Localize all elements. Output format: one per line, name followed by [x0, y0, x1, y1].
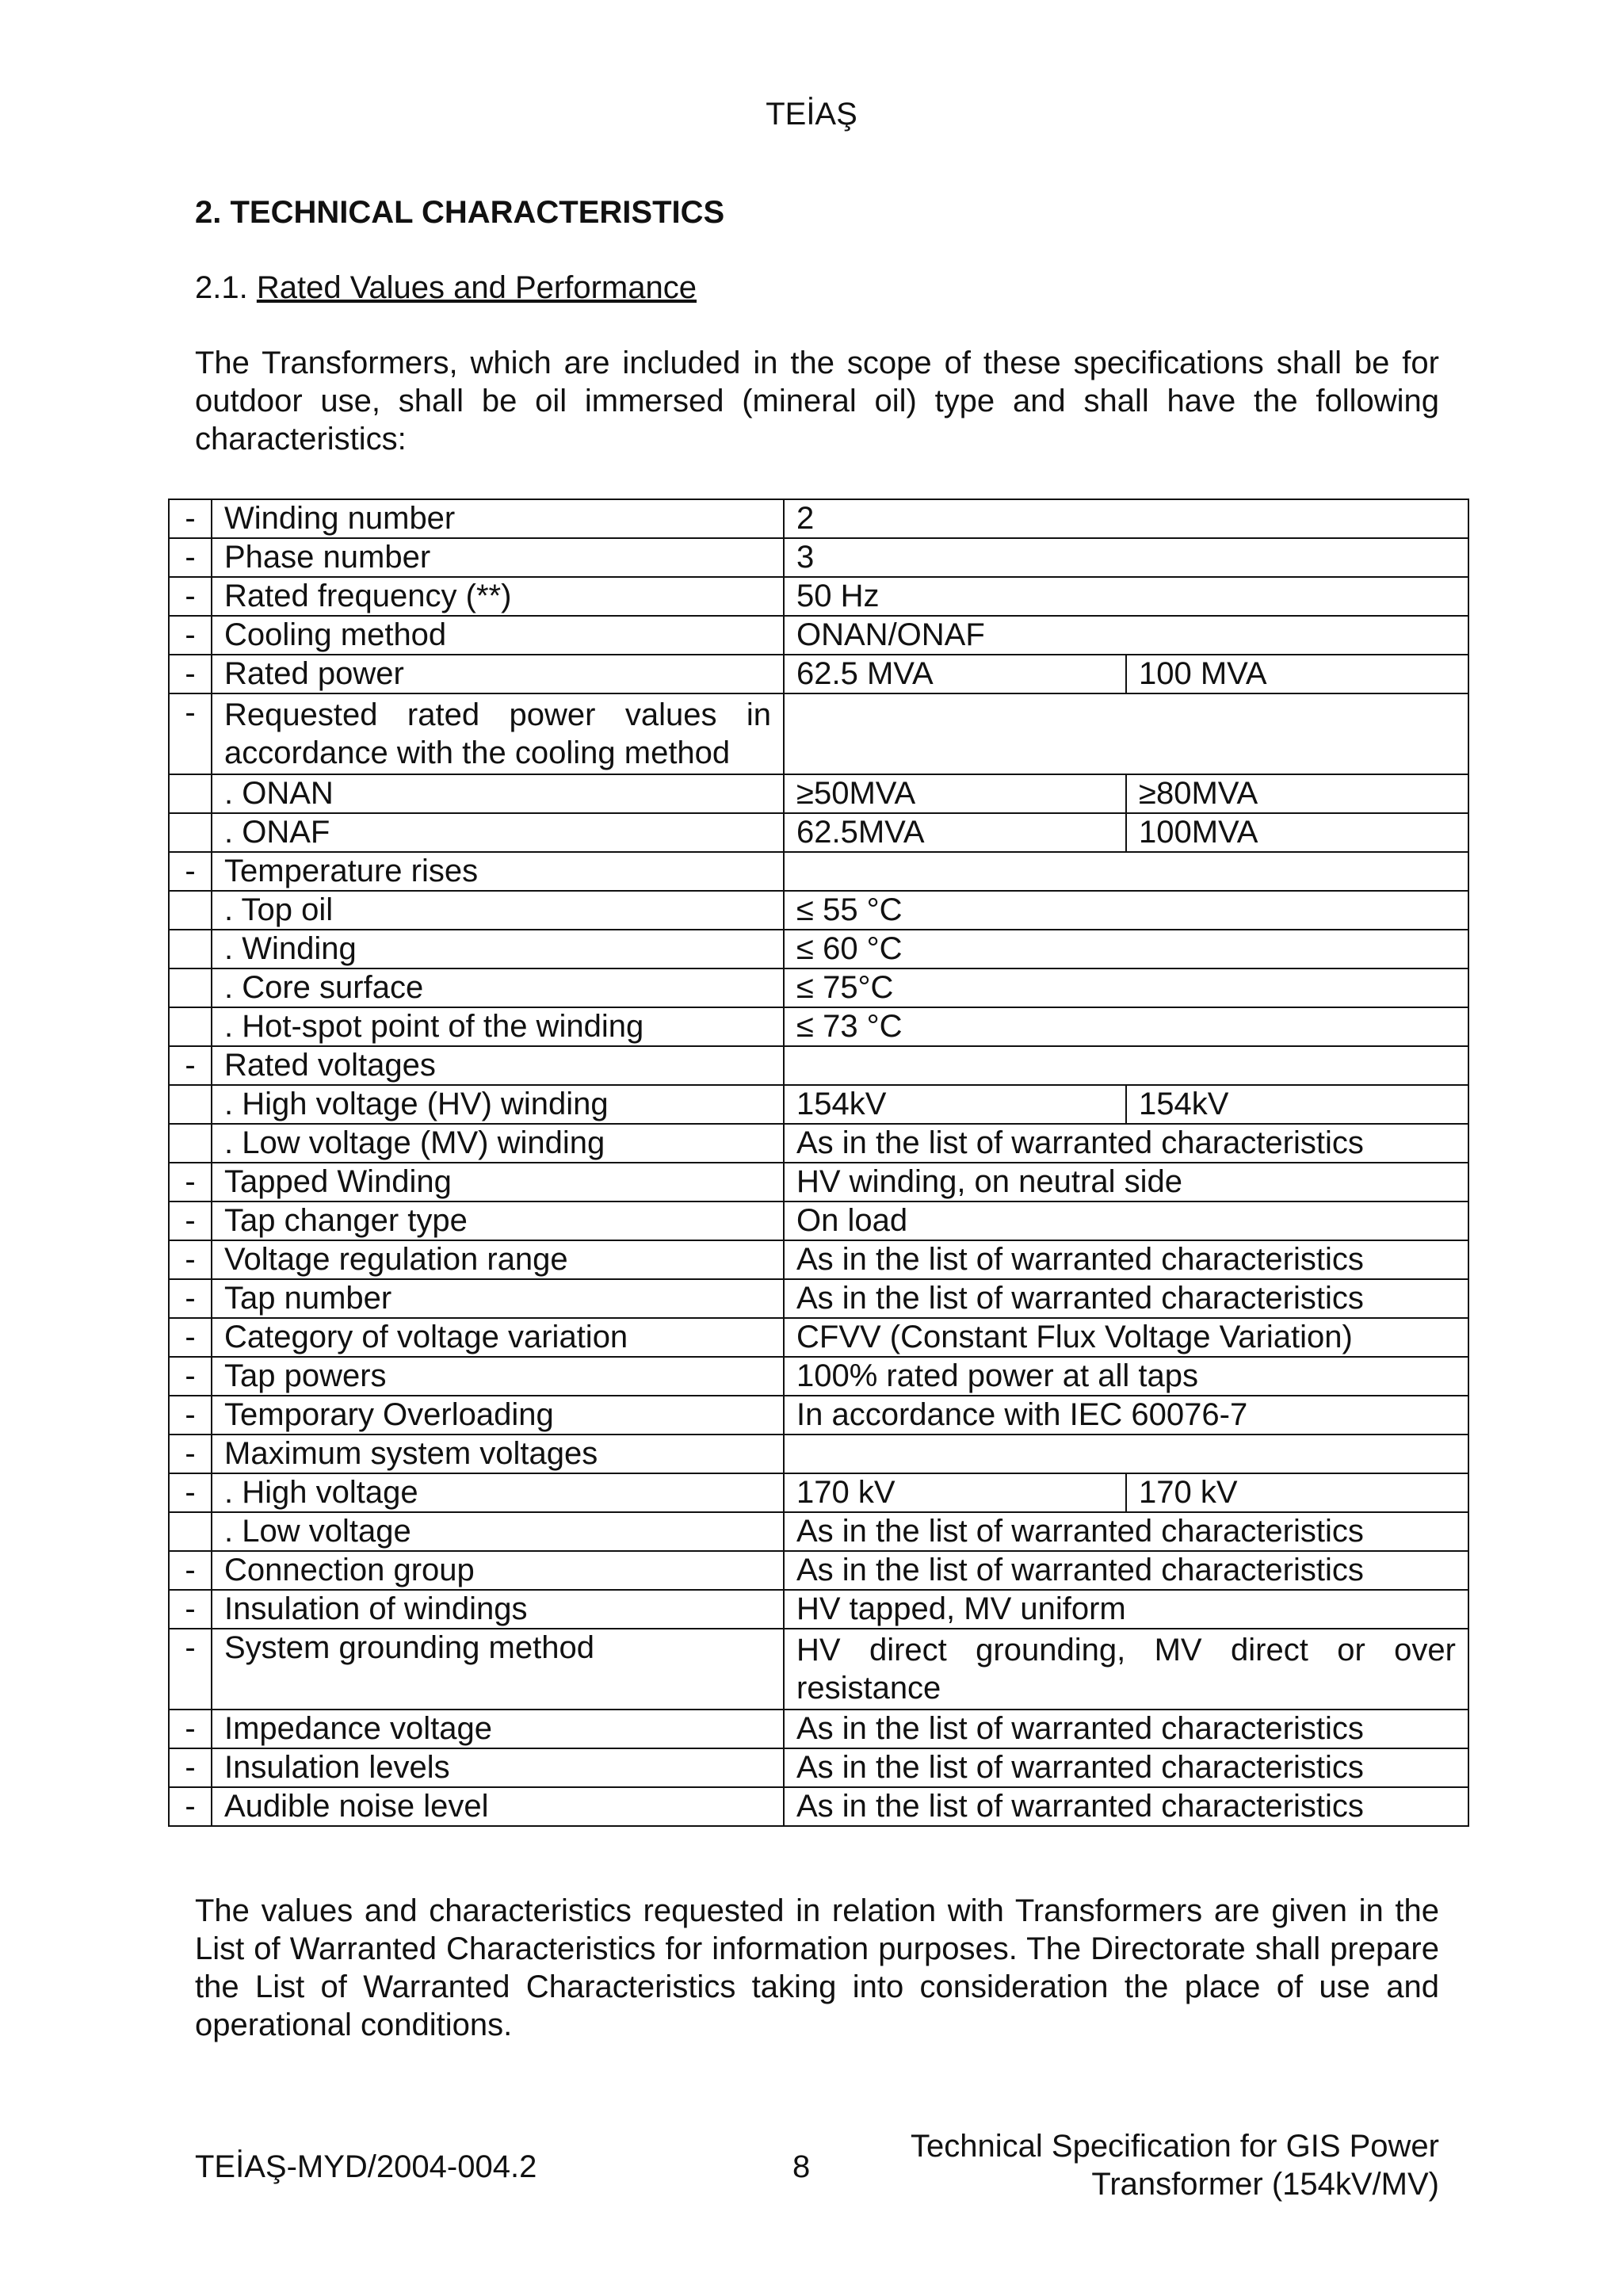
table-row: [169, 538, 1468, 577]
row-label: Voltage regulation range: [212, 1240, 784, 1279]
row-bullet: [169, 1007, 212, 1046]
row-value: HV tapped, MV uniform: [784, 1590, 1468, 1629]
table-row: [169, 1163, 1468, 1201]
table-row: [169, 693, 1468, 774]
row-label: Rated voltages: [212, 1046, 784, 1085]
table-row: [169, 813, 1468, 852]
row-bullet: -: [169, 1787, 212, 1826]
row-bullet: [169, 813, 212, 852]
row-bullet: [169, 1124, 212, 1163]
row-label: Impedance voltage: [212, 1710, 784, 1748]
row-bullet: [169, 1512, 212, 1551]
table-row: [169, 1396, 1468, 1435]
row-bullet: [169, 891, 212, 930]
row-value: [784, 1435, 1468, 1473]
row-value: As in the list of warranted characteristics: [784, 1787, 1468, 1826]
row-value: As in the list of warranted characteristics: [784, 1512, 1468, 1551]
row-value: 170 kV: [784, 1473, 1126, 1512]
row-value: 50 Hz: [784, 577, 1468, 616]
table-row: [169, 1435, 1468, 1473]
row-label: Requested rated power values in accordance with the cooling method: [212, 693, 784, 774]
table-row: [169, 1318, 1468, 1357]
row-label: . Top oil: [212, 891, 784, 930]
row-label: . Low voltage: [212, 1512, 784, 1551]
row-value: CFVV (Constant Flux Voltage Variation): [784, 1318, 1468, 1357]
row-label: Cooling method: [212, 616, 784, 655]
header-org: TEİAŞ: [766, 97, 857, 132]
subsection-number: 2.1.: [195, 270, 248, 305]
row-bullet: -: [169, 1396, 212, 1435]
table-row: [169, 852, 1468, 891]
row-value: 3: [784, 538, 1468, 577]
row-label: Audible noise level: [212, 1787, 784, 1826]
row-value: As in the list of warranted characteristics: [784, 1240, 1468, 1279]
row-bullet: -: [169, 1240, 212, 1279]
row-value: 62.5MVA: [784, 813, 1126, 852]
table-row: [169, 968, 1468, 1007]
row-value: As in the list of warranted characteristics: [784, 1710, 1468, 1748]
row-value: 2: [784, 499, 1468, 538]
row-value-secondary: 154kV: [1126, 1085, 1468, 1124]
row-bullet: -: [169, 1473, 212, 1512]
table-row: [169, 1787, 1468, 1826]
table-row: [169, 930, 1468, 968]
table-row: [169, 1629, 1468, 1710]
row-bullet: -: [169, 852, 212, 891]
row-bullet: -: [169, 1201, 212, 1240]
row-label: . Low voltage (MV) winding: [212, 1124, 784, 1163]
row-label: . High voltage: [212, 1473, 784, 1512]
row-bullet: -: [169, 1357, 212, 1396]
row-bullet: -: [169, 1748, 212, 1787]
row-label: . ONAF: [212, 813, 784, 852]
table-row: [169, 1357, 1468, 1396]
row-value: [784, 852, 1468, 891]
row-value: 100% rated power at all taps: [784, 1357, 1468, 1396]
row-bullet: [169, 968, 212, 1007]
row-label: Winding number: [212, 499, 784, 538]
row-label: . ONAN: [212, 774, 784, 813]
row-value: ≤ 73 °C: [784, 1007, 1468, 1046]
row-value: ≥50MVA: [784, 774, 1126, 813]
row-label: Maximum system voltages: [212, 1435, 784, 1473]
table-row: [169, 1201, 1468, 1240]
table-row: [169, 1240, 1468, 1279]
table-row: [169, 1007, 1468, 1046]
row-label: Rated frequency (**): [212, 577, 784, 616]
row-label: . Winding: [212, 930, 784, 968]
row-bullet: -: [169, 693, 212, 774]
table-row: [169, 499, 1468, 538]
table-row: [169, 774, 1468, 813]
row-bullet: -: [169, 499, 212, 538]
table-row: [169, 655, 1468, 693]
row-bullet: [169, 930, 212, 968]
row-value: 154kV: [784, 1085, 1126, 1124]
row-value: [784, 1046, 1468, 1085]
footer-title-line-2: Transformer (154kV/MV): [1091, 2167, 1439, 2202]
footer-title-line-1: Technical Specification for GIS Power: [911, 2129, 1439, 2164]
table-row: [169, 1710, 1468, 1748]
table-row: [169, 1085, 1468, 1124]
row-bullet: -: [169, 1629, 212, 1710]
row-value-secondary: 170 kV: [1126, 1473, 1468, 1512]
row-bullet: -: [169, 1279, 212, 1318]
row-value: ≤ 60 °C: [784, 930, 1468, 968]
row-label: Insulation of windings: [212, 1590, 784, 1629]
subsection-heading: [195, 270, 697, 306]
row-label: Temperature rises: [212, 852, 784, 891]
row-label: Temporary Overloading: [212, 1396, 784, 1435]
characteristics-table-body: [169, 499, 1468, 1826]
row-label: Rated power: [212, 655, 784, 693]
row-label: Tap number: [212, 1279, 784, 1318]
row-bullet: -: [169, 1435, 212, 1473]
table-row: [169, 891, 1468, 930]
row-value: [784, 693, 1468, 774]
row-value: As in the list of warranted characteristics: [784, 1748, 1468, 1787]
row-value: 62.5 MVA: [784, 655, 1126, 693]
row-value: ≤ 75°C: [784, 968, 1468, 1007]
row-value-secondary: ≥80MVA: [1126, 774, 1468, 813]
row-value-secondary: 100MVA: [1126, 813, 1468, 852]
row-label: Tapped Winding: [212, 1163, 784, 1201]
row-value: As in the list of warranted characteristics: [784, 1124, 1468, 1163]
row-value: As in the list of warranted characteristics: [784, 1551, 1468, 1590]
row-value: HV direct grounding, MV direct or over resistance: [784, 1629, 1468, 1710]
row-bullet: -: [169, 1318, 212, 1357]
row-value: As in the list of warranted characteristics: [784, 1279, 1468, 1318]
row-value: On load: [784, 1201, 1468, 1240]
row-bullet: -: [169, 1590, 212, 1629]
section-title: 2. TECHNICAL CHARACTERISTICS: [195, 195, 725, 230]
table-row: [169, 1590, 1468, 1629]
table-row: [169, 616, 1468, 655]
row-value: ONAN/ONAF: [784, 616, 1468, 655]
row-bullet: -: [169, 655, 212, 693]
row-label: Phase number: [212, 538, 784, 577]
row-label: . Core surface: [212, 968, 784, 1007]
row-bullet: -: [169, 1710, 212, 1748]
row-label: Connection group: [212, 1551, 784, 1590]
row-bullet: -: [169, 1163, 212, 1201]
row-bullet: -: [169, 1551, 212, 1590]
table-row: [169, 1512, 1468, 1551]
row-label: . High voltage (HV) winding: [212, 1085, 784, 1124]
row-bullet: -: [169, 1046, 212, 1085]
row-label: Insulation levels: [212, 1748, 784, 1787]
row-bullet: [169, 774, 212, 813]
table-row: [169, 577, 1468, 616]
footer-page-number: 8: [792, 2149, 811, 2184]
row-bullet: -: [169, 538, 212, 577]
table-row: [169, 1279, 1468, 1318]
row-value-secondary: 100 MVA: [1126, 655, 1468, 693]
row-bullet: [169, 1085, 212, 1124]
row-label: Tap changer type: [212, 1201, 784, 1240]
closing-paragraph: The values and characteristics requested in relation with Transformers are given in the List of Warranted Characteristics for information purposes. The Directorate shall prepare the List of Warranted Characteristics taking into consideration the place of use and operational conditions.: [195, 1893, 1439, 2042]
row-value: ≤ 55 °C: [784, 891, 1468, 930]
table-row: [169, 1551, 1468, 1590]
row-label: . Hot-spot point of the winding: [212, 1007, 784, 1046]
row-bullet: -: [169, 577, 212, 616]
row-label: Category of voltage variation: [212, 1318, 784, 1357]
table-row: [169, 1748, 1468, 1787]
intro-paragraph: The Transformers, which are included in the scope of these specifications shall be for outdoor use, shall be oil immersed (mineral oil) type and shall have the following characteristics:: [195, 346, 1439, 457]
row-label: System grounding method: [212, 1629, 784, 1710]
row-value: HV winding, on neutral side: [784, 1163, 1468, 1201]
footer-doc-title: [872, 2127, 1439, 2203]
subsection-title: Rated Values and Performance: [256, 270, 697, 305]
row-label: Tap powers: [212, 1357, 784, 1396]
footer-doc-code: TEİAŞ-MYD/2004-004.2: [195, 2149, 537, 2184]
row-value: In accordance with IEC 60076-7: [784, 1396, 1468, 1435]
characteristics-table: [168, 499, 1469, 1827]
table-row: [169, 1046, 1468, 1085]
row-bullet: -: [169, 616, 212, 655]
table-row: [169, 1124, 1468, 1163]
table-row: [169, 1473, 1468, 1512]
